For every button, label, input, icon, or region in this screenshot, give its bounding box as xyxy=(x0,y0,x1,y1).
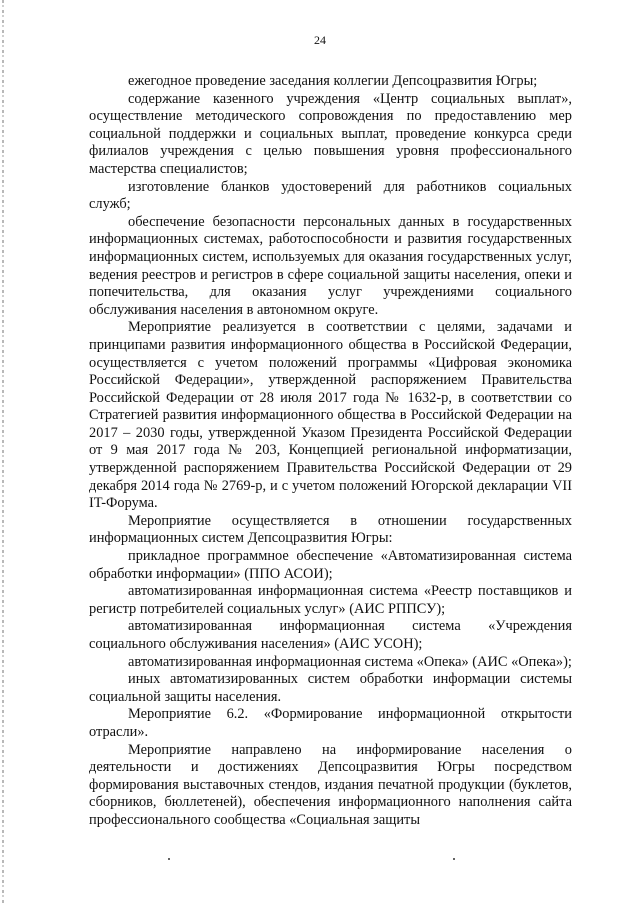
paragraph-4: обеспечение безопасности персональных данных в государственных информационных системах, работоспособности и развития государственных информационных систем, используемых для оказания государственных услуг, ведения реестров и регистров в сфере социальной защиты населения, опеки и попечительства, для оказания услуг учреждениями социального обслуживания населения в автономном округе. xyxy=(89,213,572,318)
page-number: 24 xyxy=(314,33,326,47)
paragraph-6: Мероприятие осуществляется в отношении государственных информационных систем Депсоцразвития Югры: xyxy=(89,512,572,547)
document-body xyxy=(89,73,572,830)
scan-edge-artifact xyxy=(2,0,4,905)
paragraph-7: прикладное программное обеспечение «Автоматизированная система обработки информации» (ППО АСОИ); xyxy=(89,548,572,582)
paragraph-5: Мероприятие реализуется в соответствии с целями, задачами и принципами развития информационного общества в Российской Федерации, осуществляется с учетом положений программы «Цифровая экономика Российской Федерации», утвержденной распоряжением Правительства Российской Федерации от 28 июля 2017 года № 1632-р, в соответствии со Стратегией развития информационного общества в Российской Федерации на 2017 – 2030 годы, утвержденной Указом Президента Российской Федерации от 9 мая 2017 года № 203, Концепцией региональной информатизации, утвержденной распоряжением Правительства Российской Федерации от 29 декабря 2014 года № 2769-р, и с учетом положений Югорской декларации VII IT-Форума. xyxy=(89,319,572,512)
paragraph-8: автоматизированная информационная система «Реестр поставщиков и регистр потребителей социальных услуг» (АИС РППСУ); xyxy=(89,583,572,617)
paragraph-10: автоматизированная информационная система «Опека» (АИС «Опека»); xyxy=(128,653,572,670)
paragraph-12: Мероприятие 6.2. «Формирование информационной открытости отрасли». xyxy=(89,706,572,740)
scan-speck-right xyxy=(453,858,455,860)
paragraph-11: иных автоматизированных систем обработки информации системы социальной защиты населения. xyxy=(89,671,572,705)
paragraph-2: содержание казенного учреждения «Центр социальных выплат», осуществление методического сопровождения по предоставлению мер социальной поддержки и социальных выплат, проведение конкурса среди филиалов учреждения с целью повышения уровня профессионального мастерства специалистов; xyxy=(89,90,572,177)
scan-speck-left xyxy=(168,858,170,860)
paragraph-1: ежегодное проведение заседания коллегии Депсоцразвития Югры; xyxy=(128,73,538,89)
paragraph-13: Мероприятие направлено на информирование населения о деятельности и достижениях Депсоцразвития Югры посредством формирования выставочных стендов, издания печатной продукции (буклетов, сборников, бюллетеней), обеспечения информационного наполнения сайта профессионального сообщества «Социальная защиты xyxy=(89,741,572,828)
paragraph-3: изготовление бланков удостоверений для работников социальных служб; xyxy=(89,178,572,213)
paragraph-9: автоматизированная информационная система «Учреждения социального обслуживания населения» (АИС УСОН); xyxy=(89,618,572,652)
